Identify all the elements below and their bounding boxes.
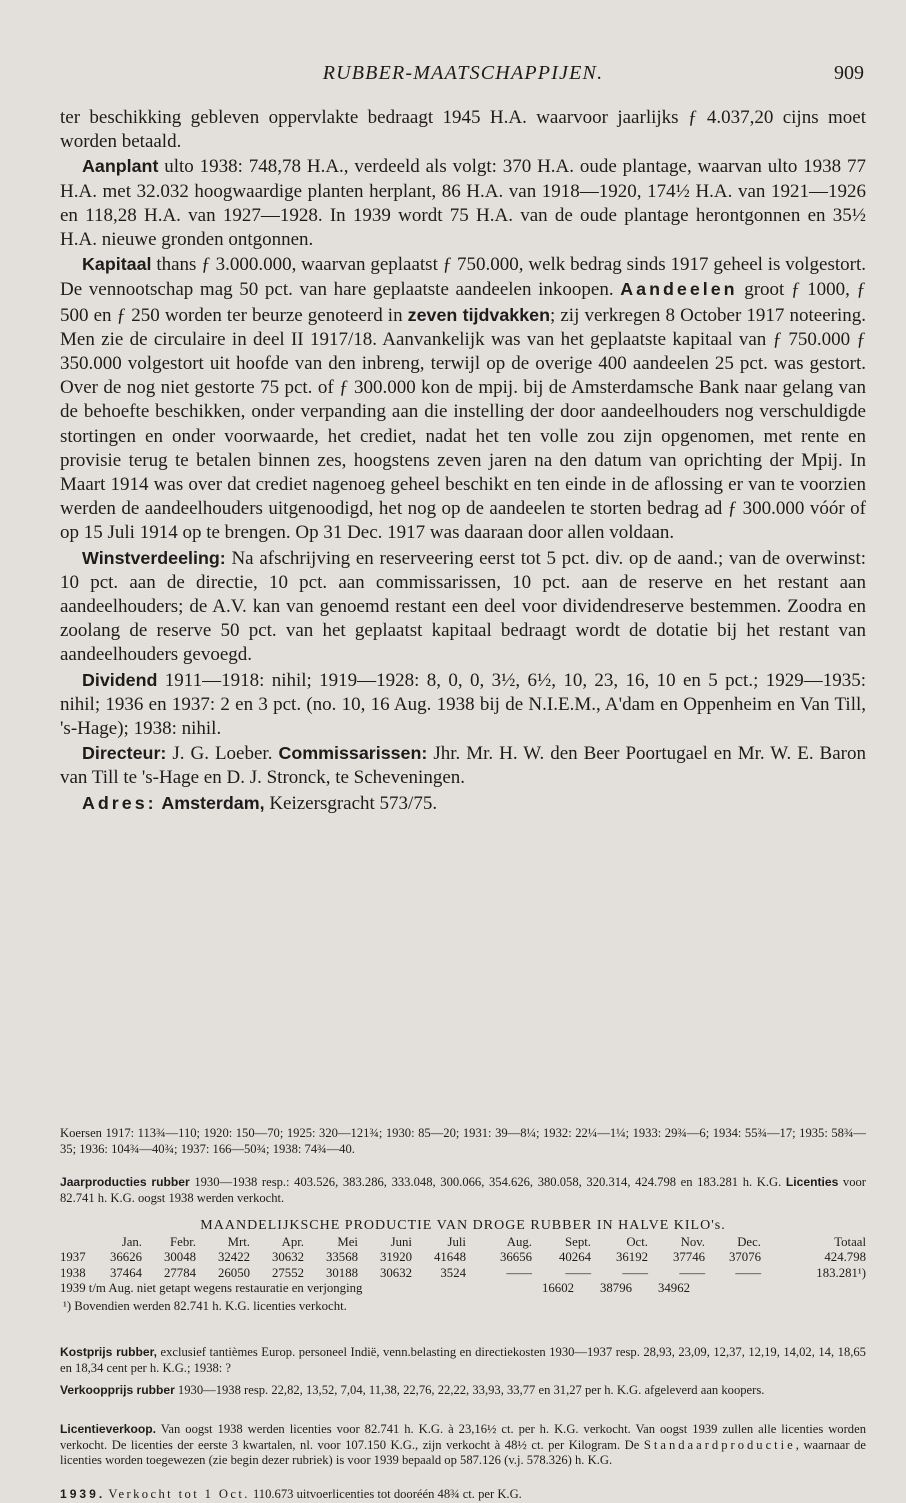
- note-text: Van oogst 1938 werden licenties voor 82.741 h. K.G. à 23,16½ ct. per h. K.G. verkocht. Van oogst 1939 zullen alle licenties worden verkocht. De licenties der eerste 3 kwartalen, nl. voor 107.150 K.G., zijn verkocht à 48½ ct. per Kilogram. De: [60, 1422, 866, 1452]
- note-text: exclusief tantièmes Europ. personeel Indië, venn.belasting en directiekosten 1930—1937 resp. 28,93, 23,09, 12,37, 12,19, 14,02, 14, 18,65 en 18,34 cent per h. K.G.; 1938: ?: [60, 1345, 866, 1375]
- note-text: Koersen 1917: 113¾—110; 1920: 150—70; 1925: 320—121¾; 1930: 85—20; 1931: 39—8¼; 1932: 22¼—1¼; 1933: 29¾—6; 1934: 55¾—17; 1935: 58¾—35; 1936: 104¾—40¾; 1937: 166—50¾; 1938: 74¾—40.: [60, 1126, 866, 1156]
- note-text: 1930—1938 resp.: 403.526, 383.286, 333.048, 300.066, 354.626, 380.058, 320.314, 424.798 en 183.281 h. K.G.: [189, 1175, 786, 1189]
- section-label: Licentieverkoop.: [60, 1422, 156, 1436]
- row-label: 1937: [60, 1250, 86, 1265]
- paragraph-text: Keizersgracht 573/75.: [264, 792, 438, 814]
- section-label: Aanplant: [82, 156, 159, 177]
- table-row: [60, 1266, 866, 1282]
- table-cell: 36626: [110, 1250, 142, 1265]
- table-row: [60, 1250, 866, 1266]
- page-number: 909: [834, 62, 864, 84]
- row-label: 1938: [60, 1265, 86, 1280]
- section-label: Dividend: [82, 669, 158, 690]
- column-header: [60, 1235, 88, 1251]
- paragraph-text: ter beschikking gebleven oppervlakte bedraagt 1945 H.A. waarvoor jaarlijks ƒ 4.037,20 cijns moet worden betaald.: [60, 107, 866, 153]
- paragraph-aanplant: [60, 154, 866, 252]
- row-label: 1939 t/m Aug. niet getapt wegens restauratie en verjonging: [60, 1281, 363, 1296]
- paragraph-text: thans ƒ 3.000.000, waarvan geplaatst ƒ 750.000, welk bedrag sinds 1917 geheel is volgestort. De vennootschap mag 50 pct. van hare geplaatste aandeelen inkoopen.: [60, 254, 866, 301]
- column-header: Aug.: [506, 1234, 532, 1249]
- table-cell: 36192: [616, 1250, 648, 1265]
- note-text: 1930—1938 resp. 22,82, 13,52, 7,04, 11,38, 22,76, 22,22, 33,93, 33,77 en 31,27 per h. K.G. afgeleverd aan koopers.: [174, 1383, 765, 1397]
- section-label: Winstverdeeling:: [82, 547, 226, 568]
- section-label: Directeur:: [82, 743, 167, 764]
- table-cell: 30632: [380, 1265, 412, 1280]
- note-text: Verkocht tot 1 Oct.: [108, 1487, 250, 1501]
- main-text: [60, 106, 866, 816]
- table-cell: ——: [679, 1265, 705, 1280]
- paragraph-text: Jhr. Mr. H. W. den Beer Poortugael en Mr. W. E. Baron van Till te 's-Hage en D. J. Stronck, te Scheveningen.: [60, 743, 866, 789]
- table-cell: ——: [735, 1265, 761, 1280]
- paragraph-kapitaal: [60, 252, 866, 545]
- table-cell: 36656: [500, 1250, 532, 1265]
- jaarproducties-note: [60, 1175, 866, 1206]
- running-header: [60, 62, 866, 92]
- column-header: Juni: [390, 1234, 412, 1249]
- licentieverkoop-note: [60, 1422, 866, 1469]
- column-header: Juli: [447, 1234, 466, 1249]
- table-cell: ——: [506, 1265, 532, 1280]
- column-header: Febr.: [170, 1234, 196, 1249]
- table-cell: 38796: [600, 1281, 632, 1296]
- note-1939: [60, 1487, 866, 1503]
- emphasis-text: zeven tijdvakken: [407, 304, 550, 325]
- table-footnote: ¹) Bovendien werden 82.741 h. K.G. licenties verkocht.: [63, 1298, 347, 1313]
- table-caption: MAANDELIJKSCHE PRODUCTIE VAN DROGE RUBBER IN HALVE KILO's.: [200, 1218, 726, 1233]
- paragraph-opening: [60, 106, 866, 154]
- table-cell: 30048: [164, 1250, 196, 1265]
- table-cell: 30188: [326, 1265, 358, 1280]
- table-cell: 183.281¹): [816, 1265, 866, 1280]
- table-header-row: [60, 1235, 866, 1251]
- column-header: Dec.: [737, 1234, 761, 1249]
- table-cell: 3524: [440, 1265, 466, 1280]
- column-header: Jan.: [121, 1234, 142, 1249]
- note-text: , waarnaar de licenties worden toegewezen (zie begin dezer rubriek) is voor 1939 bepaald op 587.126 (v.j. 578.326) h. K.G.: [60, 1437, 866, 1467]
- table-cell: 16602: [542, 1281, 574, 1296]
- paragraph-directeur: [60, 741, 866, 790]
- paragraph-text: J. G. Loeber.: [166, 743, 279, 765]
- paragraph-adres: [60, 791, 866, 816]
- note-text: 110.673 uitvoerlicenties tot dooréén 48¾ ct. per K.G.: [249, 1487, 522, 1501]
- paragraph-text: 1911—1918: nihil; 1919—1928: 8, 0, 0, 3½, 6½, 10, 23, 16, 10 en 5 pct.; 1929—1935: nihil; 1936 en 1937: 2 en 3 pct. (no. 10, 16 Aug. 1938 bij de N.I.E.M., A'dam en Oppenheim en Van Till, 's-Hage); 1938: nihil.: [60, 669, 866, 740]
- table-cell: 34962: [658, 1281, 690, 1296]
- table-cell: 33568: [326, 1250, 358, 1265]
- paragraph-text: ulto 1938: 748,78 H.A., verdeeld als volgt: 370 H.A. oude plantage, waarvan ulto 1938 77 H.A. met 32.032 hoogwaardige planten herplant, 86 H.A. van 1918—1920, 174½ H.A. van 1921—1926 en 118,28 H.A. van 1927—1928. In 1939 wordt 75 H.A. van de oude plantage herontgonnen en 35½ H.A. nieuwe gronden ontgonnen.: [60, 156, 866, 251]
- table-cell: 37076: [729, 1250, 761, 1265]
- column-header: Apr.: [281, 1234, 304, 1249]
- column-header: Mei: [337, 1234, 358, 1249]
- section-label: Verkoopprijs rubber: [60, 1383, 175, 1397]
- table-cell: 424.798: [824, 1250, 866, 1265]
- section-label: Kostprijs rubber,: [60, 1345, 158, 1359]
- table-cell: 37746: [673, 1250, 705, 1265]
- table-cell: 31920: [380, 1250, 412, 1265]
- table-cell: ——: [622, 1265, 648, 1280]
- column-header: Oct.: [626, 1234, 648, 1249]
- section-label: Jaarproducties rubber: [60, 1175, 190, 1189]
- paragraph-dividend: [60, 668, 866, 742]
- kostprijs-note: [60, 1345, 866, 1376]
- production-table-block: [60, 1218, 866, 1315]
- section-label: 1939.: [60, 1487, 106, 1501]
- section-label: Commissarissen:: [278, 743, 428, 764]
- paragraph-text: Na afschrijving en reserveering eerst tot 5 pct. div. op de aand.; van de overwinst: 10 pct. aan de directie, 10 pct. aan commissarissen, 10 pct. aan de reserve en het restant aan aandeelhouders; de A.V. kan van genoemd restant een deel voor dividendreserve bestemmen. Zoodra en zoolang de reserve 50 pct. van het geplaatst kapitaal bedraagt wordt de dotatie bij het restant van aandeelhouders gevoegd.: [60, 547, 866, 666]
- table-cell: 40264: [559, 1250, 591, 1265]
- column-header: Mrt.: [227, 1234, 250, 1249]
- koersen-note: [60, 1126, 866, 1157]
- emphasis-text: Standaardproductie: [643, 1437, 796, 1452]
- table-row-1939: [60, 1281, 866, 1297]
- note-text: voor 82.741 h. K.G. oogst 1938 werden verkocht.: [60, 1175, 866, 1205]
- emphasis-text: Amsterdam,: [161, 792, 265, 813]
- section-label: Licenties: [785, 1175, 839, 1189]
- table-cell: 30632: [272, 1250, 304, 1265]
- table-cell: 27784: [164, 1265, 196, 1280]
- table-cell: 27552: [272, 1265, 304, 1280]
- production-table: [60, 1235, 866, 1282]
- table-cell: 37464: [110, 1265, 142, 1280]
- page-title: RUBBER-MAATSCHAPPIJEN.: [322, 62, 604, 84]
- column-header: Sept.: [565, 1234, 591, 1249]
- paragraph-winstverdeeling: [60, 546, 866, 668]
- table-cell: 41648: [434, 1250, 466, 1265]
- section-label: Adres:: [82, 792, 157, 813]
- column-header: Nov.: [680, 1234, 705, 1249]
- table-cell: ——: [565, 1265, 591, 1280]
- paragraph-text: ; zij verkregen 8 October 1917 noteering. Men zie de circulaire in deel II 1917/18. Aanvankelijk was van het geplaatste kapitaal van ƒ 750.000 ƒ 350.000 volgestort uit hoofde van den inbreng, terwijl op de overige 400 aandeelen 25 pct. was gestort. Over de nog niet gestorte 75 pct. of ƒ 300.000 kon de mpij. bij de Amsterdamsche Bank naar gelang van de behoefte beschikken, onder verpanding aan die instelling der door aandeelhouders nog verschuldigde stortingen en onder voorwaarde, het crediet, nadat het ten volle zou zijn opgenomen, met rente en provisie terug te betalen binnen zes, hoogstens zeven jaren na den datum van oprichting der Mpij. In Maart 1914 was over dat crediet nagenoeg geheel beschikt en ten einde in de aflossing er van te voorzien werden de aandeelhouders uitgenoodigd, het nog op de aandeelen te storten bedrag ad ƒ 300.000 vóór of op 15 Juli 1914 op te brengen. Op 31 Dec. 1917 was daaraan door allen voldaan.: [60, 304, 867, 544]
- section-label: Aandeelen: [620, 279, 738, 300]
- table-cell: 32422: [218, 1250, 250, 1265]
- table-cell: 26050: [218, 1265, 250, 1280]
- section-label: Kapitaal: [82, 254, 152, 275]
- paragraph-text: groot ƒ 1000, ƒ 500 en ƒ 250 worden ter beurze genoteerd in: [60, 279, 867, 326]
- column-header: Totaal: [834, 1234, 866, 1249]
- verkoopprijs-note: [60, 1383, 866, 1399]
